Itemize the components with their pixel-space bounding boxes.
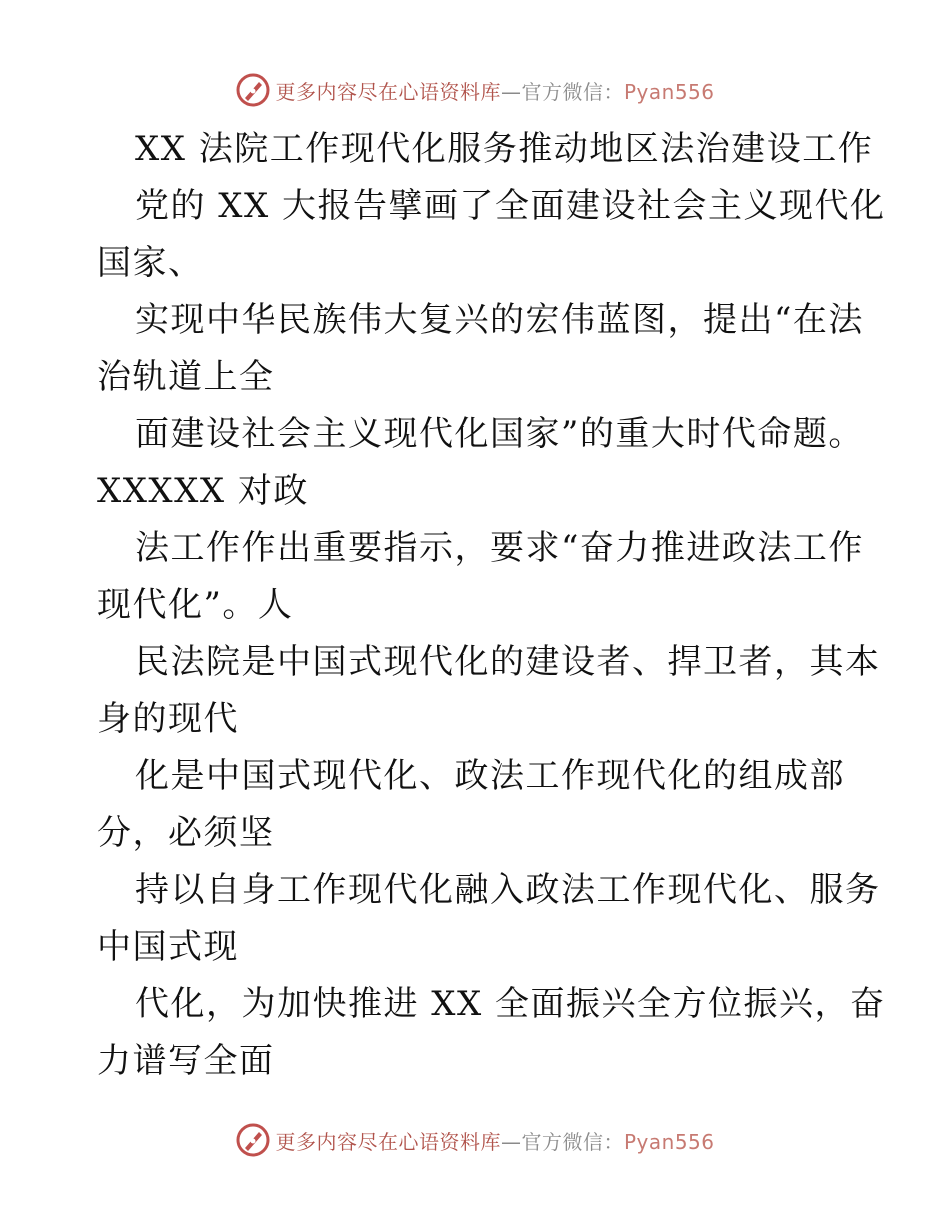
- paragraph-line: 面建设社会主义现代化国家”的重大时代命题。: [135, 414, 864, 454]
- pen-logo-icon: [235, 1122, 271, 1158]
- paragraph-line: 法工作作出重要指示，要求“奋力推进政法工作: [135, 528, 864, 568]
- paragraph-line: 化是中国式现代化、政法工作现代化的组成部: [135, 756, 845, 796]
- watermark-wechat-label: —官方微信：: [500, 79, 624, 104]
- paragraph-line: 身的现代: [97, 699, 239, 739]
- watermark-site-name: 更多内容尽在心语资料库: [275, 1129, 501, 1154]
- paragraph-line: 代化，为加快推进 XX 全面振兴全方位振兴，奋: [135, 984, 886, 1024]
- paragraph-line: 分，必须坚: [97, 813, 275, 853]
- paragraph-line: XXXXX 对政: [97, 471, 309, 511]
- watermark-text: [275, 1126, 714, 1155]
- watermark-site-name: 更多内容尽在心语资料库: [275, 79, 501, 104]
- header-watermark: [0, 70, 950, 110]
- paragraph-line: 实现中华民族伟大复兴的宏伟蓝图，提出“在法: [135, 300, 864, 340]
- paragraph-line: 力谱写全面: [97, 1041, 275, 1081]
- paragraph-line: 党的 XX 大报告擘画了全面建设社会主义现代化: [135, 186, 886, 226]
- document-title: XX 法院工作现代化服务推动地区法治建设工作: [135, 129, 874, 169]
- watermark-wechat-id: Pyan556: [623, 79, 715, 104]
- document-body: [97, 126, 886, 1095]
- paragraph-line: 民法院是中国式现代化的建设者、捍卫者，其本: [135, 642, 881, 682]
- paragraph-line: 现代化”。人: [97, 585, 294, 625]
- paragraph-line: 国家、: [97, 243, 204, 283]
- paragraph-line: 治轨道上全: [97, 357, 275, 397]
- paragraph-line: 中国式现: [97, 927, 239, 967]
- watermark-wechat-id: Pyan556: [623, 1129, 715, 1154]
- watermark-wechat-label: —官方微信：: [500, 1129, 624, 1154]
- footer-watermark: [0, 1120, 950, 1160]
- paragraph-line: 持以自身工作现代化融入政法工作现代化、服务: [135, 870, 881, 910]
- watermark-text: [275, 76, 714, 105]
- pen-logo-icon: [235, 72, 271, 108]
